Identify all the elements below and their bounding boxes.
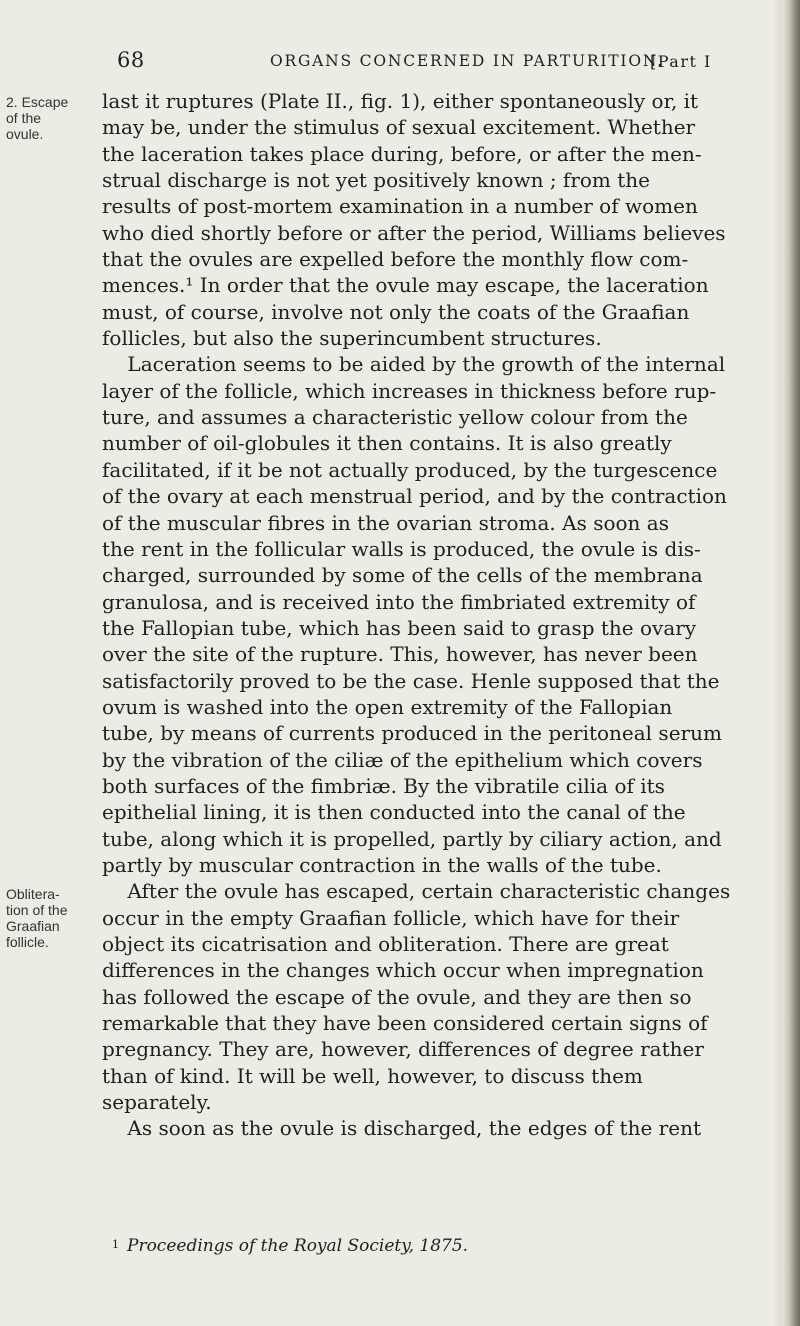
text-line: follicles, but also the superincumbent structures. — [102, 326, 602, 351]
text-line: has followed the escape of the ovule, and they are then so — [102, 984, 692, 1009]
sidenote-obliteration — [6, 886, 98, 950]
sidenote-line: tion of the — [6, 902, 68, 918]
sidenote-escape-of-ovule — [6, 94, 98, 142]
text-line: last it ruptures (Plate II., fig. 1), either spontaneously or, it — [102, 89, 699, 113]
sidenote-line: of the — [6, 110, 42, 126]
text-line: As soon as the ovule is discharged, the edges of the rent — [102, 1116, 701, 1141]
body-text — [102, 88, 792, 1142]
text-line: strual discharge is not yet positively known ; from the — [102, 168, 651, 193]
text-line: After the ovule has escaped, certain characteristic changes — [102, 879, 731, 904]
text-line: must, of course, involve not only the coats of the Graafian — [102, 299, 690, 324]
text-line: ture, and assumes a characteristic yellow colour from the — [102, 405, 688, 430]
footnote-mark: 1 — [112, 1238, 119, 1251]
text-line: remarkable that they have been considered certain signs of — [102, 1011, 708, 1036]
text-line: of the muscular fibres in the ovarian stroma. As soon as — [102, 510, 669, 535]
text-line: granulosa, and is received into the fimbriated extremity of — [102, 589, 696, 614]
sidenote-line: Oblitera- — [6, 886, 60, 902]
text-line: who died shortly before or after the period, Williams believes — [102, 220, 726, 245]
text-line: satisfactorily proved to be the case. Henle supposed that the — [102, 668, 720, 693]
sidenote-line: 2. Escape — [6, 94, 69, 110]
text-line: tube, along which it is propelled, partly by ciliary action, and — [102, 826, 722, 851]
text-line: ovum is washed into the open extremity of the Fallopian — [102, 694, 673, 719]
sidenote-line: Graafian — [6, 918, 60, 934]
text-line: occur in the empty Graafian follicle, which have for their — [102, 905, 680, 930]
text-line: than of kind. It will be well, however, to discuss them — [102, 1063, 643, 1088]
footnote-text: Proceedings of the Royal Society, 1875. — [127, 1236, 469, 1256]
text-line: charged, surrounded by some of the cells of the membrana — [102, 563, 703, 588]
text-line: of the ovary at each menstrual period, and by the contraction — [102, 484, 727, 509]
footnote — [112, 1236, 468, 1256]
text-line: differences in the changes which occur when impregnation — [102, 958, 704, 983]
text-line: Laceration seems to be aided by the growth of the internal — [102, 352, 726, 377]
text-line: the rent in the follicular walls is produced, the ovule is dis- — [102, 536, 701, 561]
text-line: tube, by means of currents produced in the peritoneal serum — [102, 721, 722, 746]
text-line: both surfaces of the fimbriæ. By the vibratile cilia of its — [102, 773, 665, 798]
text-line: the laceration takes place during, before, or after the men- — [102, 141, 702, 166]
text-line: layer of the follicle, which increases in thickness before rup- — [102, 378, 717, 403]
text-line: separately. — [102, 1090, 212, 1115]
sidenote-line: follicle. — [6, 934, 49, 950]
text-line: facilitated, if it be not actually produced, by the turgescence — [102, 457, 718, 482]
text-line: over the site of the rupture. This, however, has never been — [102, 642, 698, 667]
page-number: 68 — [117, 48, 145, 72]
text-line: number of oil-globules it then contains. It is also greatly — [102, 431, 672, 456]
text-line: pregnancy. They are, however, differences of degree rather — [102, 1037, 704, 1062]
text-line: that the ovules are expelled before the monthly flow com- — [102, 247, 689, 272]
text-line: partly by muscular contraction in the walls of the tube. — [102, 852, 662, 877]
sidenote-line: ovule. — [6, 126, 44, 142]
part-label: [Part I — [650, 52, 712, 71]
text-line: mences.¹ In order that the ovule may escape, the laceration — [102, 273, 709, 298]
page-header — [0, 48, 780, 78]
text-line: results of post-mortem examination in a number of women — [102, 194, 698, 219]
text-line: epithelial lining, it is then conducted into the canal of the — [102, 800, 686, 825]
text-line: object its cicatrisation and obliteration. There are great — [102, 932, 669, 956]
running-title: ORGANS CONCERNED IN PARTURITION. — [270, 52, 664, 70]
text-line: by the vibration of the ciliæ of the epithelium which covers — [102, 747, 703, 772]
text-line: the Fallopian tube, which has been said to grasp the ovary — [102, 615, 697, 640]
text-line: may be, under the stimulus of sexual excitement. Whether — [102, 115, 696, 140]
